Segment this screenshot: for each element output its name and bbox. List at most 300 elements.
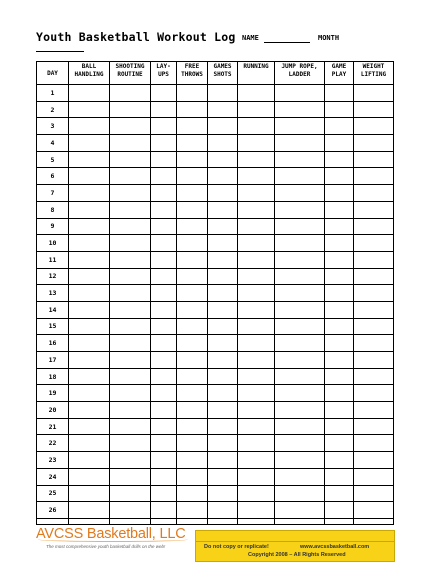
log-entry-cell[interactable] (177, 168, 208, 185)
log-entry-cell[interactable] (354, 168, 394, 185)
log-entry-cell[interactable] (151, 352, 177, 369)
log-entry-cell[interactable] (151, 418, 177, 435)
log-entry-cell[interactable] (238, 135, 275, 152)
log-entry-cell[interactable] (325, 151, 354, 168)
log-entry-cell[interactable] (177, 268, 208, 285)
log-entry-cell[interactable] (151, 251, 177, 268)
log-entry-cell[interactable] (354, 452, 394, 469)
log-entry-cell[interactable] (177, 218, 208, 235)
table-row (37, 201, 394, 218)
column-header-line: LIFTING (360, 71, 387, 78)
table-row (37, 402, 394, 419)
log-entry-cell[interactable] (177, 335, 208, 352)
log-entry-cell[interactable] (151, 218, 177, 235)
log-entry-cell[interactable] (177, 468, 208, 485)
log-entry-cell[interactable] (325, 285, 354, 302)
copyright-notice-box (195, 530, 395, 562)
log-entry-cell[interactable] (69, 301, 110, 318)
column-header-line: LAY- (156, 63, 171, 70)
log-entry-cell[interactable] (208, 418, 238, 435)
log-entry-cell[interactable] (177, 251, 208, 268)
month-label: MONTH (318, 34, 340, 42)
day-number: 12 (37, 268, 69, 285)
day-number: 18 (37, 368, 69, 385)
log-entry-cell[interactable] (69, 352, 110, 369)
log-entry-cell[interactable] (110, 368, 151, 385)
log-entry-cell[interactable] (238, 168, 275, 185)
log-entry-cell[interactable] (208, 368, 238, 385)
column-header (69, 62, 110, 85)
log-entry-cell[interactable] (110, 318, 151, 335)
log-entry-cell[interactable] (110, 235, 151, 252)
log-entry-cell[interactable] (238, 268, 275, 285)
page-title: Youth Basketball Workout Log (36, 30, 236, 44)
log-entry-cell[interactable] (238, 201, 275, 218)
log-entry-cell[interactable] (151, 285, 177, 302)
log-entry-cell[interactable] (275, 352, 325, 369)
column-header-line: WEIGHT (362, 63, 385, 70)
log-entry-cell[interactable] (325, 85, 354, 102)
log-entry-cell[interactable] (354, 335, 394, 352)
log-entry-cell[interactable] (354, 352, 394, 369)
brand-logo-text: AVCSS Basketball, LLC (36, 526, 186, 542)
log-entry-cell[interactable] (275, 251, 325, 268)
log-entry-cell[interactable] (208, 335, 238, 352)
log-entry-cell[interactable] (69, 85, 110, 102)
table-row (37, 318, 394, 335)
log-entry-cell[interactable] (238, 402, 275, 419)
log-entry-cell[interactable] (69, 385, 110, 402)
log-entry-cell[interactable] (354, 251, 394, 268)
log-entry-cell[interactable] (151, 301, 177, 318)
log-entry-cell[interactable] (238, 101, 275, 118)
log-entry-cell[interactable] (110, 402, 151, 419)
log-entry-cell[interactable] (238, 235, 275, 252)
log-entry-cell[interactable] (110, 201, 151, 218)
log-entry-cell[interactable] (325, 402, 354, 419)
column-header (151, 62, 177, 85)
log-entry-cell[interactable] (354, 468, 394, 485)
log-entry-cell[interactable] (325, 418, 354, 435)
log-entry-cell[interactable] (275, 218, 325, 235)
day-number: 11 (37, 251, 69, 268)
log-entry-cell[interactable] (354, 85, 394, 102)
log-entry-cell[interactable] (238, 385, 275, 402)
log-entry-cell[interactable] (69, 118, 110, 135)
log-entry-cell[interactable] (69, 485, 110, 502)
log-entry-cell[interactable] (325, 352, 354, 369)
notice-stripe (196, 531, 394, 542)
log-entry-cell[interactable] (151, 85, 177, 102)
log-entry-cell[interactable] (208, 468, 238, 485)
log-entry-cell[interactable] (177, 452, 208, 469)
day-number: 7 (37, 185, 69, 202)
day-number: 1 (37, 85, 69, 102)
log-entry-cell[interactable] (275, 201, 325, 218)
log-entry-cell[interactable] (69, 135, 110, 152)
log-entry-cell[interactable] (325, 218, 354, 235)
log-entry-cell[interactable] (110, 468, 151, 485)
log-entry-cell[interactable] (110, 485, 151, 502)
log-entry-cell[interactable] (208, 352, 238, 369)
log-entry-cell[interactable] (69, 168, 110, 185)
log-entry-cell[interactable] (238, 218, 275, 235)
column-header (325, 62, 354, 85)
log-entry-cell[interactable] (177, 352, 208, 369)
log-entry-cell[interactable] (238, 468, 275, 485)
log-entry-cell[interactable] (110, 118, 151, 135)
log-entry-cell[interactable] (354, 101, 394, 118)
table-row (37, 285, 394, 302)
column-header (354, 62, 394, 85)
log-entry-cell[interactable] (151, 368, 177, 385)
day-number: 21 (37, 418, 69, 435)
log-entry-cell[interactable] (177, 85, 208, 102)
log-entry-cell[interactable] (69, 101, 110, 118)
log-entry-cell[interactable] (69, 285, 110, 302)
log-entry-cell[interactable] (151, 268, 177, 285)
log-entry-cell[interactable] (325, 468, 354, 485)
log-entry-cell[interactable] (208, 218, 238, 235)
log-entry-cell[interactable] (110, 268, 151, 285)
log-entry-cell[interactable] (354, 235, 394, 252)
log-entry-cell[interactable] (177, 101, 208, 118)
log-entry-cell[interactable] (69, 185, 110, 202)
column-header (208, 62, 238, 85)
log-entry-cell[interactable] (275, 185, 325, 202)
log-entry-cell[interactable] (177, 201, 208, 218)
log-entry-cell[interactable] (208, 151, 238, 168)
log-entry-cell[interactable] (275, 485, 325, 502)
log-entry-cell[interactable] (151, 468, 177, 485)
log-entry-cell[interactable] (177, 135, 208, 152)
log-entry-cell[interactable] (238, 85, 275, 102)
log-entry-cell[interactable] (275, 385, 325, 402)
log-entry-cell[interactable] (354, 118, 394, 135)
log-entry-cell[interactable] (238, 285, 275, 302)
workout-log-table (36, 61, 394, 525)
log-entry-cell[interactable] (69, 218, 110, 235)
log-entry-cell[interactable] (208, 385, 238, 402)
log-entry-cell[interactable] (151, 151, 177, 168)
log-entry-cell[interactable] (69, 368, 110, 385)
log-entry-cell[interactable] (325, 502, 354, 519)
log-entry-cell[interactable] (275, 118, 325, 135)
day-number: 19 (37, 385, 69, 402)
day-number: 9 (37, 218, 69, 235)
log-entry-cell[interactable] (275, 285, 325, 302)
log-entry-cell[interactable] (151, 402, 177, 419)
name-label: NAME (242, 34, 259, 42)
log-entry-cell[interactable] (275, 335, 325, 352)
log-entry-cell[interactable] (69, 435, 110, 452)
day-number: 10 (37, 235, 69, 252)
log-entry-cell[interactable] (208, 251, 238, 268)
column-header-line: GAMES (213, 63, 232, 70)
log-entry-cell[interactable] (275, 468, 325, 485)
log-entry-cell[interactable] (354, 368, 394, 385)
footer (0, 524, 440, 569)
log-entry-cell[interactable] (151, 235, 177, 252)
day-number: 25 (37, 485, 69, 502)
log-entry-cell[interactable] (151, 335, 177, 352)
log-entry-cell[interactable] (208, 301, 238, 318)
log-entry-cell[interactable] (275, 268, 325, 285)
log-entry-cell[interactable] (151, 168, 177, 185)
log-entry-cell[interactable] (110, 218, 151, 235)
log-entry-cell[interactable] (238, 368, 275, 385)
log-entry-cell[interactable] (238, 151, 275, 168)
log-entry-cell[interactable] (238, 251, 275, 268)
log-entry-cell[interactable] (151, 435, 177, 452)
log-entry-cell[interactable] (238, 318, 275, 335)
log-entry-cell[interactable] (238, 502, 275, 519)
log-entry-cell[interactable] (325, 101, 354, 118)
log-entry-cell[interactable] (275, 168, 325, 185)
log-entry-cell[interactable] (275, 235, 325, 252)
log-entry-cell[interactable] (354, 485, 394, 502)
day-number: 20 (37, 402, 69, 419)
log-entry-cell[interactable] (208, 235, 238, 252)
log-entry-cell[interactable] (325, 118, 354, 135)
log-entry-cell[interactable] (325, 268, 354, 285)
log-entry-cell[interactable] (177, 502, 208, 519)
column-header-line: THROWS (181, 71, 203, 78)
log-entry-cell[interactable] (325, 168, 354, 185)
log-entry-cell[interactable] (177, 435, 208, 452)
day-number: 17 (37, 352, 69, 369)
log-entry-cell[interactable] (110, 185, 151, 202)
log-entry-cell[interactable] (110, 135, 151, 152)
log-entry-cell[interactable] (69, 335, 110, 352)
log-entry-cell[interactable] (275, 135, 325, 152)
log-entry-cell[interactable] (208, 118, 238, 135)
day-number: 4 (37, 135, 69, 152)
log-entry-cell[interactable] (177, 285, 208, 302)
log-entry-cell[interactable] (354, 418, 394, 435)
table-row (37, 218, 394, 235)
table-row (37, 235, 394, 252)
log-entry-cell[interactable] (110, 502, 151, 519)
log-entry-cell[interactable] (151, 185, 177, 202)
log-entry-cell[interactable] (325, 301, 354, 318)
log-entry-cell[interactable] (325, 335, 354, 352)
log-entry-cell[interactable] (69, 201, 110, 218)
day-number: 16 (37, 335, 69, 352)
month-field-line[interactable] (36, 51, 84, 52)
log-entry-cell[interactable] (208, 402, 238, 419)
log-entry-cell[interactable] (110, 301, 151, 318)
log-entry-cell[interactable] (354, 385, 394, 402)
rights-notice: Copyright 2008 – All Rights Reserved (248, 552, 346, 558)
log-entry-cell[interactable] (208, 168, 238, 185)
log-entry-cell[interactable] (69, 235, 110, 252)
log-entry-cell[interactable] (110, 251, 151, 268)
day-number: 3 (37, 118, 69, 135)
log-entry-cell[interactable] (151, 101, 177, 118)
column-header-line: SHOOTING (115, 63, 145, 70)
log-entry-cell[interactable] (177, 485, 208, 502)
log-entry-cell[interactable] (208, 485, 238, 502)
logo-swoosh (38, 537, 188, 542)
log-entry-cell[interactable] (208, 502, 238, 519)
log-entry-cell[interactable] (325, 435, 354, 452)
log-entry-cell[interactable] (275, 435, 325, 452)
column-header-line: RUNNING (243, 63, 269, 70)
log-entry-cell[interactable] (275, 368, 325, 385)
table-row (37, 468, 394, 485)
log-entry-cell[interactable] (354, 318, 394, 335)
table-row (37, 118, 394, 135)
column-header-line: SHOTS (213, 71, 232, 78)
log-entry-cell[interactable] (151, 485, 177, 502)
log-entry-cell[interactable] (177, 185, 208, 202)
log-entry-cell[interactable] (208, 101, 238, 118)
log-entry-cell[interactable] (69, 318, 110, 335)
log-entry-cell[interactable] (177, 418, 208, 435)
website-link[interactable]: www.avcssbasketball.com (300, 544, 370, 550)
log-entry-cell[interactable] (208, 435, 238, 452)
column-header-line: LADDER (288, 71, 311, 78)
table-row (37, 185, 394, 202)
log-entry-cell[interactable] (177, 235, 208, 252)
log-entry-cell[interactable] (177, 118, 208, 135)
log-entry-cell[interactable] (177, 385, 208, 402)
table-row (37, 168, 394, 185)
log-entry-cell[interactable] (354, 151, 394, 168)
log-entry-cell[interactable] (238, 452, 275, 469)
column-header-line: JUMP ROPE, (281, 63, 318, 70)
log-entry-cell[interactable] (151, 118, 177, 135)
log-entry-cell[interactable] (208, 452, 238, 469)
log-entry-cell[interactable] (110, 151, 151, 168)
log-entry-cell[interactable] (275, 402, 325, 419)
log-entry-cell[interactable] (354, 135, 394, 152)
log-entry-cell[interactable] (177, 151, 208, 168)
log-entry-cell[interactable] (151, 502, 177, 519)
log-entry-cell[interactable] (325, 201, 354, 218)
log-entry-cell[interactable] (354, 185, 394, 202)
log-entry-cell[interactable] (208, 285, 238, 302)
log-entry-cell[interactable] (275, 301, 325, 318)
log-entry-cell[interactable] (275, 418, 325, 435)
log-entry-cell[interactable] (354, 268, 394, 285)
column-header-line: DAY (47, 69, 58, 77)
log-entry-cell[interactable] (110, 85, 151, 102)
day-number: 14 (37, 301, 69, 318)
log-entry-cell[interactable] (208, 201, 238, 218)
log-entry-cell[interactable] (238, 435, 275, 452)
log-entry-cell[interactable] (177, 301, 208, 318)
log-entry-cell[interactable] (238, 301, 275, 318)
day-number: 8 (37, 201, 69, 218)
log-entry-cell[interactable] (151, 385, 177, 402)
log-entry-cell[interactable] (177, 318, 208, 335)
column-header (275, 62, 325, 85)
table-row (37, 452, 394, 469)
log-entry-cell[interactable] (110, 352, 151, 369)
log-entry-cell[interactable] (354, 502, 394, 519)
log-entry-cell[interactable] (110, 168, 151, 185)
table-row (37, 135, 394, 152)
log-entry-cell[interactable] (208, 85, 238, 102)
log-entry-cell[interactable] (354, 301, 394, 318)
log-entry-cell[interactable] (110, 418, 151, 435)
column-header (177, 62, 208, 85)
log-entry-cell[interactable] (110, 452, 151, 469)
log-entry-cell[interactable] (275, 101, 325, 118)
log-entry-cell[interactable] (275, 318, 325, 335)
log-entry-cell[interactable] (177, 402, 208, 419)
day-number: 2 (37, 101, 69, 118)
table-row (37, 335, 394, 352)
log-entry-cell[interactable] (69, 251, 110, 268)
log-entry-cell[interactable] (69, 151, 110, 168)
log-entry-cell[interactable] (275, 151, 325, 168)
log-entry-cell[interactable] (151, 135, 177, 152)
log-entry-cell[interactable] (69, 452, 110, 469)
log-entry-cell[interactable] (325, 318, 354, 335)
log-entry-cell[interactable] (275, 85, 325, 102)
table-row (37, 352, 394, 369)
log-entry-cell[interactable] (325, 485, 354, 502)
log-entry-cell[interactable] (275, 452, 325, 469)
log-entry-cell[interactable] (208, 135, 238, 152)
log-entry-cell[interactable] (110, 285, 151, 302)
log-entry-cell[interactable] (354, 201, 394, 218)
log-entry-cell[interactable] (208, 185, 238, 202)
log-entry-cell[interactable] (238, 352, 275, 369)
log-entry-cell[interactable] (325, 135, 354, 152)
table-row (37, 435, 394, 452)
log-entry-cell[interactable] (238, 418, 275, 435)
log-entry-cell[interactable] (325, 251, 354, 268)
day-number: 23 (37, 452, 69, 469)
log-entry-cell[interactable] (325, 452, 354, 469)
log-entry-cell[interactable] (275, 502, 325, 519)
log-entry-cell[interactable] (354, 218, 394, 235)
log-entry-cell[interactable] (151, 318, 177, 335)
log-entry-cell[interactable] (238, 118, 275, 135)
log-entry-cell[interactable] (354, 402, 394, 419)
log-entry-cell[interactable] (151, 452, 177, 469)
log-entry-cell[interactable] (177, 368, 208, 385)
log-entry-cell[interactable] (238, 335, 275, 352)
log-entry-cell[interactable] (110, 435, 151, 452)
log-entry-cell[interactable] (325, 385, 354, 402)
log-entry-cell[interactable] (325, 368, 354, 385)
log-entry-cell[interactable] (238, 185, 275, 202)
log-entry-cell[interactable] (325, 185, 354, 202)
log-entry-cell[interactable] (238, 485, 275, 502)
log-entry-cell[interactable] (354, 435, 394, 452)
log-entry-cell[interactable] (110, 335, 151, 352)
log-entry-cell[interactable] (110, 101, 151, 118)
log-entry-cell[interactable] (208, 318, 238, 335)
log-entry-cell[interactable] (110, 385, 151, 402)
log-entry-cell[interactable] (69, 268, 110, 285)
name-field-line[interactable] (264, 42, 310, 43)
log-entry-cell[interactable] (69, 402, 110, 419)
log-entry-cell[interactable] (354, 285, 394, 302)
log-entry-cell[interactable] (69, 502, 110, 519)
day-number: 13 (37, 285, 69, 302)
log-entry-cell[interactable] (151, 201, 177, 218)
log-entry-cell[interactable] (325, 235, 354, 252)
log-entry-cell[interactable] (69, 418, 110, 435)
log-entry-cell[interactable] (208, 268, 238, 285)
log-entry-cell[interactable] (69, 468, 110, 485)
